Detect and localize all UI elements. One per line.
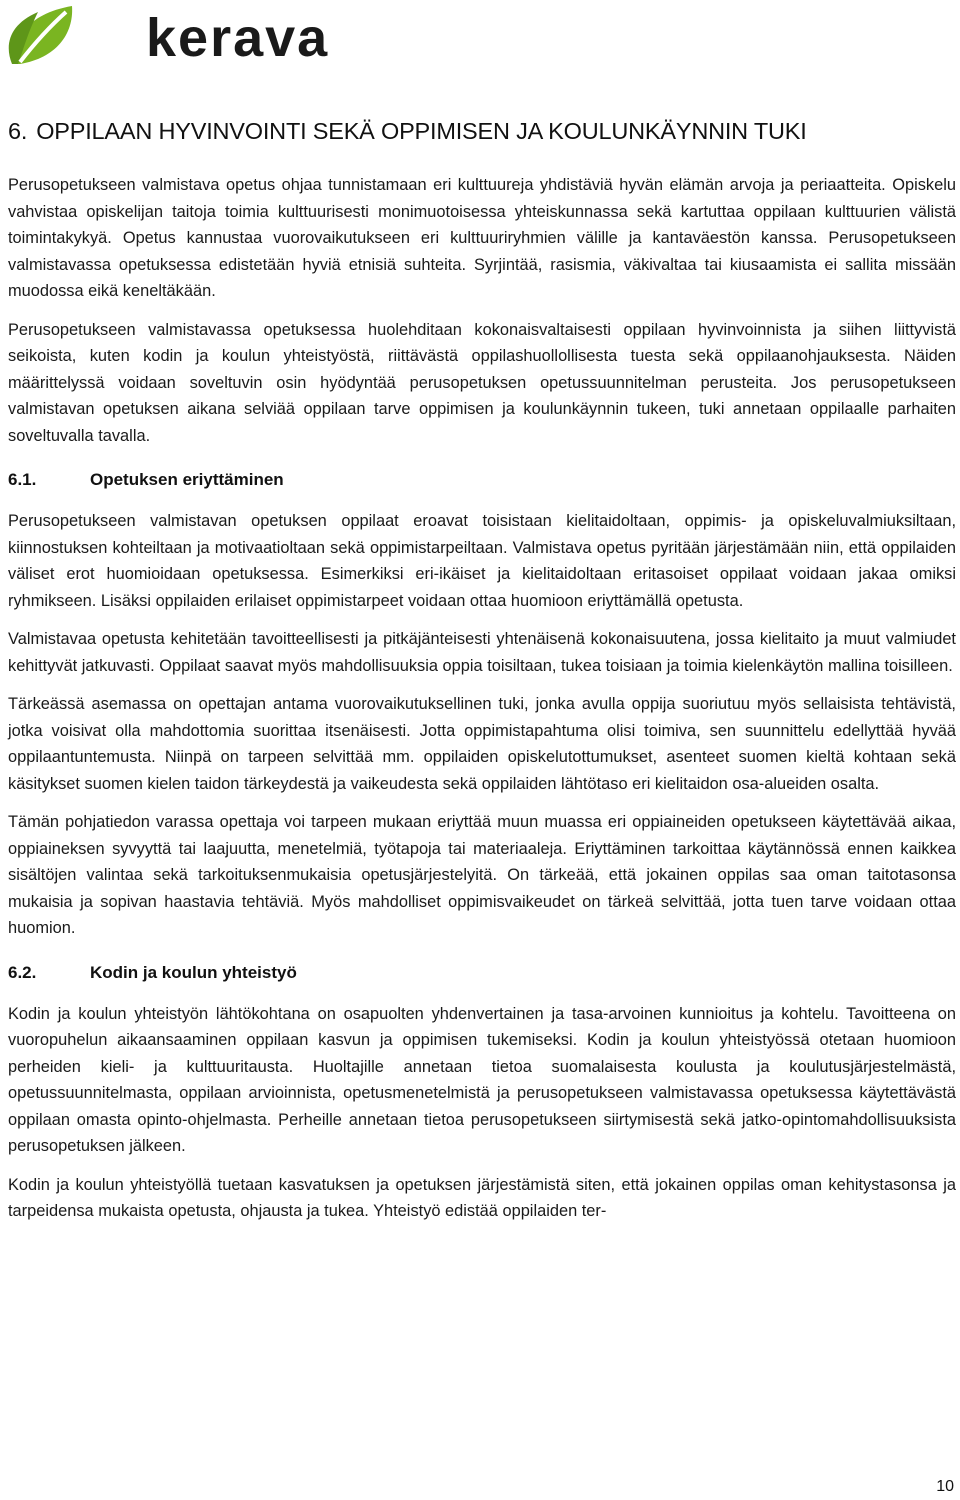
paragraph: Perusopetukseen valmistavan opetuksen oppilaat eroavat toisistaan kielitaidoltaan, oppimis- ja opiskeluvalmiuksiltaan, kiinnostuksen kohteiltaan ja motivaatioltaan sekä oppimistarpeiltaan. Valmistava opetus pyritään järjestämään niin, että oppilaiden väliset erot huomioidaan opetuksessa. Esimerkiksi eri-ikäiset ja kielitaidoltaan eritasoiset oppilaat voidaan jakaa omiksi ryhmikseen. Lisäksi oppilaiden erilaiset oppimistarpeet voidaan ottaa huomioon eriyttämällä opetusta. xyxy=(8,512,956,610)
subsection-title: Opetuksen eriyttäminen xyxy=(90,470,284,489)
section-heading xyxy=(8,118,958,145)
paragraph: Kodin ja koulun yhteistyöllä tuetaan kasvatuksen ja opetuksen järjestämistä siten, että jokainen oppilas oman kehitystasonsa ja tarpeidensa mukaista opetusta, ohjausta ja tukea. Yhteistyö edistää oppilaiden ter- xyxy=(8,1175,956,1220)
subsection-heading xyxy=(8,467,956,493)
subsection-heading xyxy=(8,960,956,986)
kerava-logo xyxy=(8,4,398,66)
paragraph: Valmistavaa opetusta kehitetään tavoitteellisesti ja pitkäjänteisesti yhtenäisenä kokonaisuutena, jossa kielitaito ja muut valmiudet kehittyvät jatkuvasti. Oppilaat saavat myös mahdollisuuksia oppia toisiltaan, tukea toisiaan ja toimia kielenkäytön mallina toisilleen. xyxy=(8,630,956,675)
paragraph: Tärkeässä asemassa on opettajan antama vuorovaikutuksellinen tuki, jonka avulla oppija suoriutuu myös sellaisista tehtävistä, jotka voisivat olla mahdottomia suorittaa itsenäisesti. Jotta oppimistapahtuma olisi toimiva, sen suunnittelu edellyttää hyvää oppilaantuntemusta. Niinpä on tarpeen selvittää mm. oppilaiden opiskelutottumukset, asenteet suomen kieltä kohtaan sekä käsitykset suomen kielen taidon tärkeydestä ja vaikeudesta sekä oppilaiden lähtötaso eri kielitaidon osa-alueiden osalta. xyxy=(8,695,956,793)
leaf-icon xyxy=(8,4,398,66)
paragraph: Perusopetukseen valmistavassa opetuksessa huolehditaan kokonaisvaltaisesti oppilaan hyvinvoinnista ja siihen liittyvistä seikoista, kuten kodin ja koulun yhteistyöstä, riittävästä oppilashuollollisesta tuesta sekä oppilaanohjauksesta. Näiden määrittelyssä voidaan soveltuvin osin hyödyntää perusopetuksen opetussuunnitelman perusteita. Jos perusopetukseen valmistavan opetuksen aikana selviää oppilaan tarve oppimisen ja koulunkäynnin tukeen, tuki annetaan oppilaalle parhaiten soveltuvalla tavalla. xyxy=(8,320,956,445)
subsection-number: 6.1. xyxy=(8,470,37,489)
paragraph: Kodin ja koulun yhteistyön lähtökohtana on osapuolten yhdenvertainen ja tasa-arvoinen kunnioitus ja kohtelu. Tavoitteena on vuoropuhelun aikaansaaminen oppilaan kasvun ja oppimisen tukemiseksi. Kodin ja koulun yhteistyössä otetaan huomioon perheiden kieli- ja kulttuuritausta. Huoltajille annetaan tietoa suomalaisesta koulusta ja koulutusjärjestelmästä, opetussuunnitelmasta, oppilaan arvioinnista, opetusmenetelmistä ja perusopetukseen valmistavassa opetuksessa käytettävästä oppilaan omasta opinto-ohjelmasta. Perheille annetaan tietoa perusopetukseen siirtymisestä sekä jatko-opintomahdollisuuksista perusopetuksen jälkeen. xyxy=(8,1004,956,1155)
page-number: 10 xyxy=(936,1478,954,1495)
paragraph: Tämän pohjatiedon varassa opettaja voi tarpeen mukaan eriyttää muun muassa eri oppiaineiden opetukseen käytettävää aikaa, oppiaineksen syvyyttä tai laajuutta, menetelmiä, työtapoja tai materiaaleja. Eriyttäminen tarkoittaa käytännössä ennen kaikkea sisältöjen valintaa sekä tarkoituksenmukaisia opetusjärjestelyitä. On tärkeää, että jokainen oppilas saa oman taitotasonsa mukaisia ja sopivan haastavia tehtäviä. Myös mahdolliset oppimisvaikeudet on tärkeä selvittää, jotta tuen tarve voidaan ottaa huomion. xyxy=(8,813,956,937)
subsection-title: Kodin ja koulun yhteistyö xyxy=(90,962,297,982)
section-title: OPPILAAN HYVINVOINTI SEKÄ OPPIMISEN JA KOULUNKÄYNNIN TUKI xyxy=(36,118,807,144)
logo-text: kerava xyxy=(146,8,330,66)
document-body xyxy=(8,172,956,1225)
section-number: 6. xyxy=(8,118,28,144)
paragraph: Perusopetukseen valmistava opetus ohjaa tunnistamaan eri kulttuureja yhdistäviä hyvän elämän arvoja ja periaatteita. Opiskelu vahvistaa opiskelijan taitoja toimia kulttuurisesti monimuotoisessa yhteiskunnassa sekä kartuttaa oppilaan kulttuurien välistä toimintakykyä. Opetus kannustaa vuorovaikutukseen eri kulttuuriryhmien välille ja kantaväestön kanssa. Perusopetukseen valmistavassa opetuksessa edistetään hyviä etnisiä suhteita. Syrjintää, rasismia, väkivaltaa tai kiusaamista ei sallita missään muodossa eikä keneltäkään. xyxy=(8,176,956,300)
subsection-number: 6.2. xyxy=(8,962,37,982)
